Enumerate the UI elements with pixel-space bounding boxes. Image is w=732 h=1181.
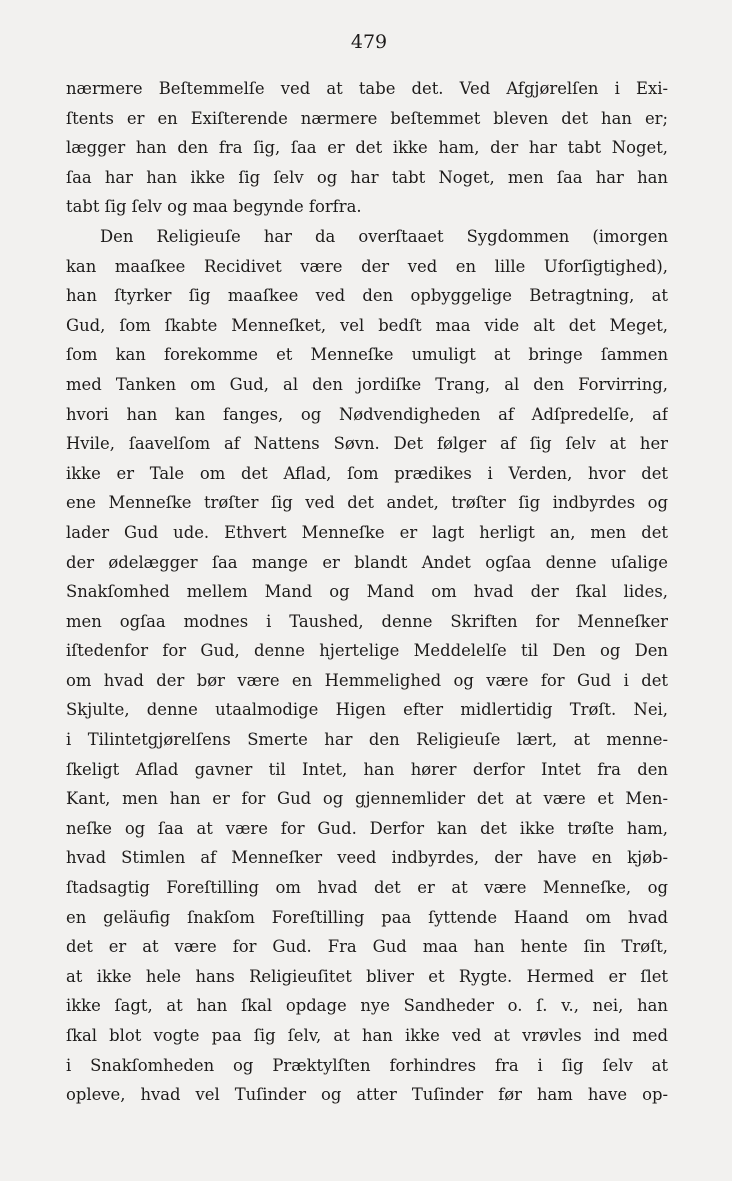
page-number: 479	[350, 31, 388, 53]
text-line: ikke ſagt, at han ſkal opdage nye Sandheder o. ſ. v., nei, han	[66, 996, 668, 1016]
text-line: at ikke hele hans Religieuſitet bliver et Rygte. Hermed er ſlet	[66, 966, 668, 986]
text-line: han ſtyrker ſig maaſkee ved den opbyggelige Betragtning, at	[66, 286, 668, 306]
text-line: en geläufig ſnakſom Foreſtilling paa ſyttende Haand om hvad	[66, 907, 668, 927]
text-line: opleve, hvad vel Tuſinder og atter Tuſinder før ham have op-	[66, 1085, 668, 1105]
text-line: ſkal blot vogte paa ſig ſelv, at han ikke ved at vrøvles ind med	[66, 1026, 668, 1045]
text-line: med Tanken om Gud, al den jordiſke Trang, al den Forvirring,	[66, 374, 668, 394]
text-line: det er at være for Gud. Fra Gud maa han hente ſin Trøſt,	[66, 937, 668, 957]
text-line: Den Religieuſe har da overſtaaet Sygdommen (imorgen	[100, 226, 668, 246]
text-line: i Tilintetgjørelſens Smerte har den Religieuſe lært, at menne-	[66, 730, 668, 750]
text-line: iſtedenfor for Gud, denne hjertelige Meddelelſe til Den og Den	[66, 641, 668, 661]
text-line: Gud, ſom ſkabte Menneſket, vel bedſt maa vide alt det Meget,	[66, 315, 668, 335]
text-line: hvori han kan fanges, og Nødvendigheden af Adſpredelſe, af	[66, 404, 668, 424]
body-text	[66, 74, 668, 1110]
text-line: lader Gud ude. Ethvert Menneſke er lagt herligt an, men det	[66, 522, 668, 542]
text-line: ikke er Tale om det Aflad, ſom prædikes i Verden, hvor det	[66, 463, 668, 483]
text-line: hvad Stimlen af Menneſker veed indbyrdes, der have en kjøb-	[66, 848, 668, 868]
text-line: Skjulte, denne utaalmodige Higen efter midlertidig Trøſt. Nei,	[66, 700, 668, 720]
text-line: ſom kan forekomme et Menneſke umuligt at bringe ſammen	[66, 345, 668, 365]
text-line: ſkeligt Aflad gavner til Intet, han hører derfor Intet fra den	[66, 759, 668, 779]
text-line: Kant, men han er for Gud og gjennemlider det at være et Men-	[66, 789, 668, 809]
text-line: kan maaſkee Recidivet være der ved en lille Uforſigtighed),	[66, 256, 668, 276]
text-line: tabt ſig ſelv og maa begynde forfra.	[66, 197, 362, 217]
text-line: Snakſomhed mellem Mand og Mand om hvad der ſkal lides,	[66, 582, 668, 602]
text-line: Hvile, ſaavelſom af Nattens Søvn. Det følger af ſig ſelv at her	[66, 434, 668, 454]
text-line: ſtadsagtig Foreſtilling om hvad det er at være Menneſke, og	[66, 878, 668, 898]
text-line: lægger han den fra ſig, ſaa er det ikke ham, der har tabt Noget,	[66, 138, 668, 158]
text-line: ſtents er en Exiſterende nærmere beſtemmet bleven det han er;	[66, 108, 668, 128]
text-line: ene Menneſke trøſter ſig ved det andet, trøſter ſig indbyrdes og	[66, 493, 668, 513]
text-line: nærmere Beſtemmelſe ved at tabe det. Ved Afgjørelſen i Exi-	[66, 79, 668, 98]
text-line: om hvad der bør være en Hemmelighed og være for Gud i det	[66, 670, 668, 690]
text-line: der ødelægger ſaa mange er blandt Andet ogſaa denne uſalige	[66, 552, 668, 572]
text-line: ſaa har han ikke ſig ſelv og har tabt Noget, men ſaa har han	[66, 167, 668, 187]
text-line: neſke og ſaa at være for Gud. Derfor kan det ikke trøſte ham,	[66, 818, 668, 838]
text-line: men ogſaa modnes i Taushed, denne Skriften for Menneſker	[66, 611, 668, 631]
text-line: i Snakſomheden og Præktylſten forhindres fra i ſig ſelv at	[66, 1055, 668, 1075]
